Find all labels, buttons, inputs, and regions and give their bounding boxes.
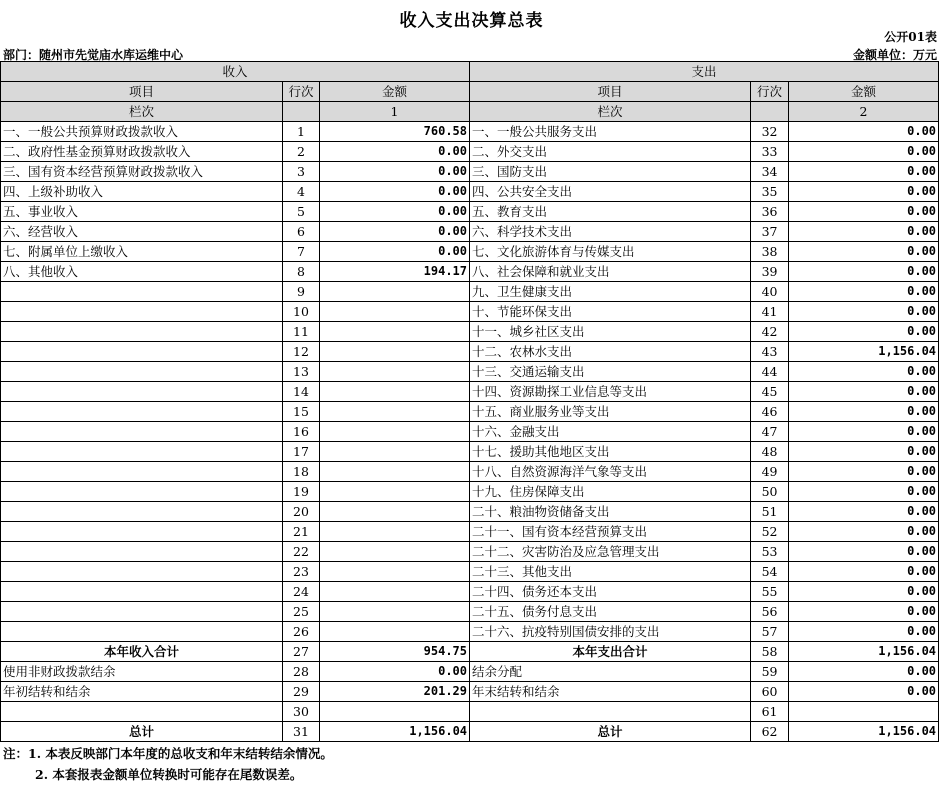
expense-item: 总计 [470, 722, 751, 742]
income-line: 16 [283, 422, 320, 442]
table-row [1, 702, 939, 722]
income-item: 八、其他收入 [1, 262, 283, 282]
table-row [1, 322, 939, 342]
income-amount [320, 402, 470, 422]
expense-line: 42 [751, 322, 789, 342]
page-title: 收入支出决算总表 [399, 11, 544, 31]
income-item [1, 702, 283, 722]
expense-amount: 0.00 [789, 562, 939, 582]
income-amount [320, 702, 470, 722]
expense-item: 六、科学技术支出 [470, 222, 751, 242]
table-row [1, 622, 939, 642]
income-column-label: 栏次 [1, 102, 283, 122]
income-amount [320, 462, 470, 482]
income-item-header: 项目 [1, 82, 283, 102]
income-line: 25 [283, 602, 320, 622]
table-row [1, 282, 939, 302]
expense-line: 38 [751, 242, 789, 262]
income-line: 9 [283, 282, 320, 302]
expense-item: 二十四、债务还本支出 [470, 582, 751, 602]
income-amount [320, 322, 470, 342]
income-item [1, 602, 283, 622]
table-row [1, 402, 939, 422]
expense-amount: 0.00 [789, 242, 939, 262]
income-line: 14 [283, 382, 320, 402]
income-item: 四、上级补助收入 [1, 182, 283, 202]
expense-line: 49 [751, 462, 789, 482]
expense-line: 44 [751, 362, 789, 382]
expense-line: 32 [751, 122, 789, 142]
expense-item: 二十五、债务付息支出 [470, 602, 751, 622]
income-item [1, 422, 283, 442]
expense-item: 二、外交支出 [470, 142, 751, 162]
expense-amount: 0.00 [789, 582, 939, 602]
expense-header: 支出 [470, 62, 939, 82]
expense-item: 年末结转和结余 [470, 682, 751, 702]
expense-amount: 0.00 [789, 122, 939, 142]
expense-amount: 1,156.04 [789, 642, 939, 662]
income-line: 10 [283, 302, 320, 322]
department-label: 部门：随州市先觉庙水库运维中心 [3, 48, 184, 62]
expense-amount: 0.00 [789, 462, 939, 482]
expense-line: 62 [751, 722, 789, 742]
expense-line-header: 行次 [751, 82, 789, 102]
table-row [1, 122, 939, 142]
table-row [1, 242, 939, 262]
income-item: 一、一般公共预算财政拨款收入 [1, 122, 283, 142]
income-line: 24 [283, 582, 320, 602]
income-amount [320, 562, 470, 582]
income-amount: 954.75 [320, 642, 470, 662]
expense-amount: 0.00 [789, 602, 939, 622]
expense-amount: 0.00 [789, 142, 939, 162]
income-line: 31 [283, 722, 320, 742]
expense-line: 46 [751, 402, 789, 422]
income-amount: 0.00 [320, 142, 470, 162]
income-line: 4 [283, 182, 320, 202]
income-line: 6 [283, 222, 320, 242]
income-item: 总计 [1, 722, 283, 742]
income-amount: 194.17 [320, 262, 470, 282]
expense-amount: 0.00 [789, 202, 939, 222]
expense-item: 二十六、抗疫特别国债安排的支出 [470, 622, 751, 642]
expense-item: 十一、城乡社区支出 [470, 322, 751, 342]
expense-item: 三、国防支出 [470, 162, 751, 182]
income-line: 28 [283, 662, 320, 682]
expense-amount: 0.00 [789, 442, 939, 462]
expense-amount: 0.00 [789, 282, 939, 302]
table-row [1, 202, 939, 222]
income-line: 1 [283, 122, 320, 142]
income-item [1, 402, 283, 422]
income-item: 使用非财政拨款结余 [1, 662, 283, 682]
income-amount [320, 622, 470, 642]
table-row [1, 682, 939, 702]
table-row [1, 222, 939, 242]
income-line: 21 [283, 522, 320, 542]
expense-amount: 0.00 [789, 662, 939, 682]
income-amount: 201.29 [320, 682, 470, 702]
expense-line: 43 [751, 342, 789, 362]
form-number: 公开01表 [884, 30, 937, 44]
income-amount [320, 502, 470, 522]
subtotal-row [1, 642, 939, 662]
expense-item-header: 项目 [470, 82, 751, 102]
amount-unit-label: 金额单位：万元 [852, 48, 937, 62]
expense-amount: 0.00 [789, 522, 939, 542]
income-amount: 0.00 [320, 202, 470, 222]
expense-amount: 0.00 [789, 422, 939, 442]
expense-item: 结余分配 [470, 662, 751, 682]
income-column-line-blank [283, 102, 320, 122]
expense-amount: 0.00 [789, 482, 939, 502]
expense-amount: 1,156.04 [789, 722, 939, 742]
income-amount: 0.00 [320, 222, 470, 242]
table-row [1, 522, 939, 542]
income-amount-header: 金额 [320, 82, 470, 102]
income-item [1, 342, 283, 362]
income-amount [320, 422, 470, 442]
table-row [1, 182, 939, 202]
expense-line: 55 [751, 582, 789, 602]
expense-item: 十九、住房保障支出 [470, 482, 751, 502]
expense-item: 本年支出合计 [470, 642, 751, 662]
income-amount [320, 302, 470, 322]
expense-line: 48 [751, 442, 789, 462]
expense-item [470, 702, 751, 722]
income-amount [320, 282, 470, 302]
expense-amount: 0.00 [789, 682, 939, 702]
total-row [1, 722, 939, 742]
income-amount: 0.00 [320, 182, 470, 202]
income-line: 17 [283, 442, 320, 462]
expense-item: 十四、资源勘探工业信息等支出 [470, 382, 751, 402]
table-row [1, 302, 939, 322]
income-item: 六、经营收入 [1, 222, 283, 242]
income-item: 年初结转和结余 [1, 682, 283, 702]
income-item: 三、国有资本经营预算财政拨款收入 [1, 162, 283, 182]
income-line: 12 [283, 342, 320, 362]
income-line: 29 [283, 682, 320, 702]
expense-amount: 0.00 [789, 322, 939, 342]
income-item [1, 322, 283, 342]
expense-line: 51 [751, 502, 789, 522]
expense-line: 54 [751, 562, 789, 582]
income-item [1, 522, 283, 542]
income-line: 19 [283, 482, 320, 502]
table-row [1, 662, 939, 682]
expense-item: 十六、金融支出 [470, 422, 751, 442]
income-amount [320, 342, 470, 362]
income-amount [320, 442, 470, 462]
income-amount [320, 582, 470, 602]
expense-line: 59 [751, 662, 789, 682]
income-item [1, 542, 283, 562]
expense-amount: 0.00 [789, 162, 939, 182]
expense-line: 41 [751, 302, 789, 322]
expense-amount: 0.00 [789, 622, 939, 642]
income-line: 27 [283, 642, 320, 662]
expense-item: 二十一、国有资本经营预算支出 [470, 522, 751, 542]
expense-amount-header: 金额 [789, 82, 939, 102]
income-line-header: 行次 [283, 82, 320, 102]
expense-line: 52 [751, 522, 789, 542]
income-item [1, 622, 283, 642]
income-item [1, 482, 283, 502]
expense-amount: 0.00 [789, 362, 939, 382]
income-line: 8 [283, 262, 320, 282]
income-line: 20 [283, 502, 320, 522]
footnotes [3, 743, 333, 785]
income-item [1, 502, 283, 522]
income-item [1, 282, 283, 302]
income-item: 七、附属单位上缴收入 [1, 242, 283, 262]
table-row [1, 142, 939, 162]
footnote-1: 注：1. 本表反映部门本年度的总收支和年末结转结余情况。 [3, 746, 333, 761]
table-row [1, 562, 939, 582]
expense-amount: 0.00 [789, 382, 939, 402]
income-amount: 760.58 [320, 122, 470, 142]
table-row [1, 422, 939, 442]
expense-item: 十三、交通运输支出 [470, 362, 751, 382]
table-row [1, 382, 939, 402]
expense-amount: 0.00 [789, 262, 939, 282]
income-item [1, 442, 283, 462]
income-line: 30 [283, 702, 320, 722]
income-line: 11 [283, 322, 320, 342]
expense-amount: 1,156.04 [789, 342, 939, 362]
table-row [1, 582, 939, 602]
summary-table [0, 61, 939, 742]
expense-item: 五、教育支出 [470, 202, 751, 222]
expense-item: 十五、商业服务业等支出 [470, 402, 751, 422]
income-line: 7 [283, 242, 320, 262]
table-row [1, 542, 939, 562]
income-header: 收入 [1, 62, 470, 82]
income-amount: 0.00 [320, 242, 470, 262]
income-amount [320, 602, 470, 622]
expense-amount: 0.00 [789, 222, 939, 242]
table-row [1, 462, 939, 482]
expense-item: 十七、援助其他地区支出 [470, 442, 751, 462]
income-amount: 1,156.04 [320, 722, 470, 742]
expense-line: 58 [751, 642, 789, 662]
income-line: 23 [283, 562, 320, 582]
income-item [1, 382, 283, 402]
expense-line: 35 [751, 182, 789, 202]
income-column-number: 1 [320, 102, 470, 122]
expense-item: 十二、农林水支出 [470, 342, 751, 362]
income-amount [320, 382, 470, 402]
expense-item: 八、社会保障和就业支出 [470, 262, 751, 282]
income-line: 3 [283, 162, 320, 182]
income-item: 五、事业收入 [1, 202, 283, 222]
table-row [1, 482, 939, 502]
income-line: 2 [283, 142, 320, 162]
income-line: 26 [283, 622, 320, 642]
expense-item: 一、一般公共服务支出 [470, 122, 751, 142]
expense-line: 47 [751, 422, 789, 442]
table-row [1, 162, 939, 182]
income-line: 13 [283, 362, 320, 382]
expense-amount: 0.00 [789, 502, 939, 522]
expense-item: 四、公共安全支出 [470, 182, 751, 202]
expense-line: 56 [751, 602, 789, 622]
income-line: 22 [283, 542, 320, 562]
income-item [1, 302, 283, 322]
table-row [1, 502, 939, 522]
expense-column-line-blank [751, 102, 789, 122]
income-item [1, 562, 283, 582]
income-amount [320, 522, 470, 542]
income-amount [320, 362, 470, 382]
expense-column-number: 2 [789, 102, 939, 122]
income-item [1, 582, 283, 602]
expense-line: 40 [751, 282, 789, 302]
expense-line: 57 [751, 622, 789, 642]
expense-line: 37 [751, 222, 789, 242]
expense-item: 十、节能环保支出 [470, 302, 751, 322]
income-line: 18 [283, 462, 320, 482]
expense-item: 十八、自然资源海洋气象等支出 [470, 462, 751, 482]
income-item [1, 462, 283, 482]
income-item: 本年收入合计 [1, 642, 283, 662]
expense-line: 36 [751, 202, 789, 222]
expense-item: 七、文化旅游体育与传媒支出 [470, 242, 751, 262]
expense-line: 60 [751, 682, 789, 702]
income-item: 二、政府性基金预算财政拨款收入 [1, 142, 283, 162]
table-row [1, 362, 939, 382]
income-amount [320, 482, 470, 502]
expense-amount: 0.00 [789, 542, 939, 562]
expense-line: 39 [751, 262, 789, 282]
expense-item: 九、卫生健康支出 [470, 282, 751, 302]
footnote-2: 2. 本套报表金额单位转换时可能存在尾数误差。 [35, 767, 303, 782]
expense-line: 33 [751, 142, 789, 162]
expense-line: 61 [751, 702, 789, 722]
expense-column-label: 栏次 [470, 102, 751, 122]
table-row [1, 442, 939, 462]
expense-item: 二十三、其他支出 [470, 562, 751, 582]
expense-amount: 0.00 [789, 402, 939, 422]
income-amount: 0.00 [320, 162, 470, 182]
expense-line: 53 [751, 542, 789, 562]
income-line: 15 [283, 402, 320, 422]
expense-line: 50 [751, 482, 789, 502]
expense-line: 34 [751, 162, 789, 182]
income-amount: 0.00 [320, 662, 470, 682]
expense-amount [789, 702, 939, 722]
table-row [1, 262, 939, 282]
table-row [1, 602, 939, 622]
expense-amount: 0.00 [789, 302, 939, 322]
income-line: 5 [283, 202, 320, 222]
table-row [1, 342, 939, 362]
expense-line: 45 [751, 382, 789, 402]
expense-amount: 0.00 [789, 182, 939, 202]
expense-item: 二十二、灾害防治及应急管理支出 [470, 542, 751, 562]
income-amount [320, 542, 470, 562]
income-item [1, 362, 283, 382]
expense-item: 二十、粮油物资储备支出 [470, 502, 751, 522]
